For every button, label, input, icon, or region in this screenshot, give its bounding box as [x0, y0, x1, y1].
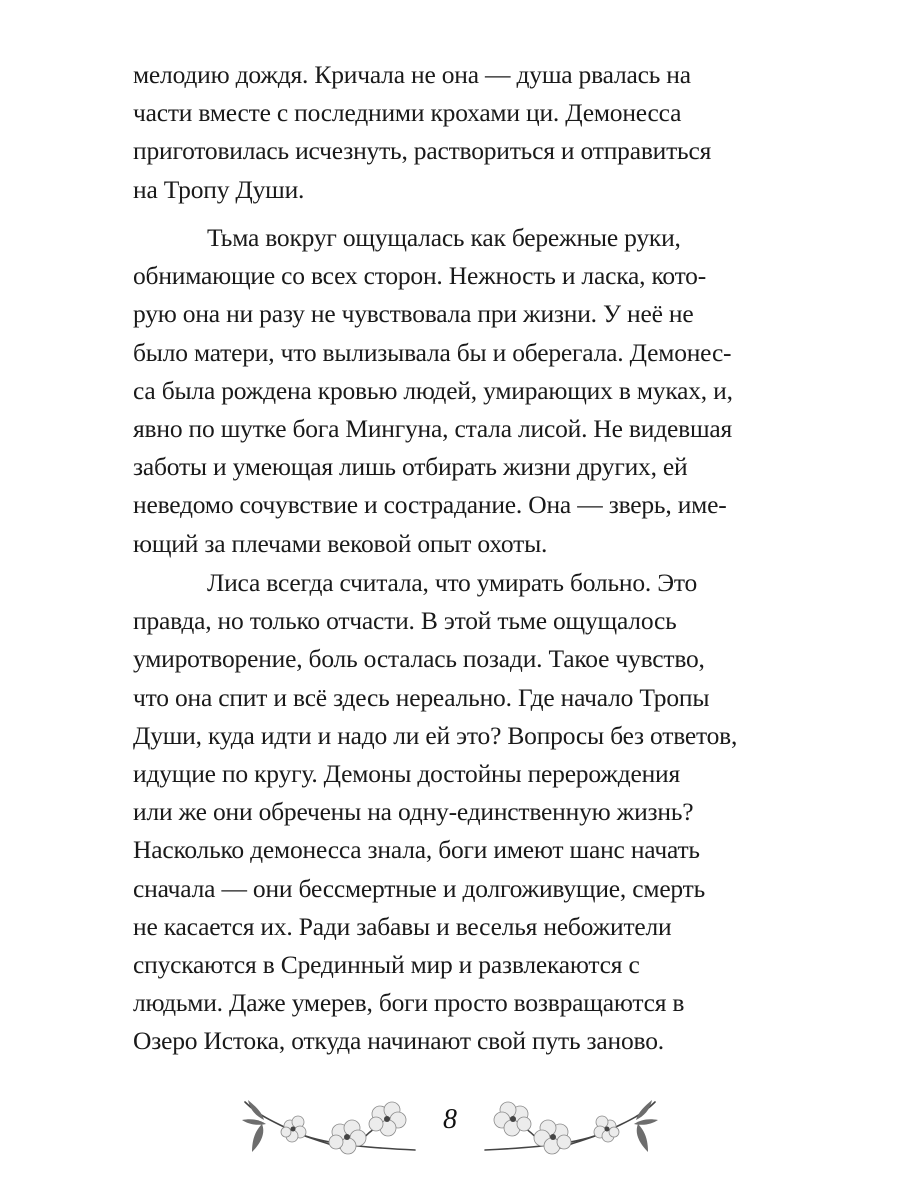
paragraph-2 — [133, 219, 783, 563]
text-line: правда, но только отчасти. В этой тьме ощущалось — [133, 606, 677, 636]
text-line: части вместе с последними крохами ци. Демонесса — [133, 98, 682, 128]
text-line: Насколько демонесса знала, боги имеют шанс начать — [133, 835, 700, 865]
cherry-blossom-ornament-icon — [480, 1092, 660, 1162]
text-line: или же они обречены на одну-единственную жизнь? — [133, 797, 694, 827]
text-line: мелодию дождя. Кричала не она — душа рвалась на — [133, 60, 691, 89]
text-line: Лиса всегда считала, что умирать больно. Это — [207, 568, 698, 597]
text-line: неведомо сочувствие и сострадание. Она — зверь, име- — [133, 490, 727, 520]
text-line: явно по шутке бога Мингуна, стала лисой. Не видевшая — [133, 413, 733, 443]
text-line: что она спит и всё здесь нереально. Где начало Тропы — [133, 682, 710, 712]
text-line: умиротворение, боль осталась позади. Такое чувство, — [133, 644, 705, 674]
text-line: ющий за плечами вековой опыт охоты. — [133, 528, 548, 558]
text-line: людьми. Даже умерев, боги просто возвращаются в — [133, 988, 685, 1018]
text-line: не касается их. Ради забавы и веселья небожители — [133, 911, 672, 941]
page-number: 8 — [443, 1104, 457, 1135]
text-line: Озеро Истока, откуда начинают свой путь заново. — [133, 1026, 664, 1056]
text-line: сначала — они бессмертные и долгоживущие, смерть — [133, 873, 706, 903]
text-line: заботы и умеющая лишь отбирать жизни других, ей — [133, 452, 688, 482]
text-line: приготовилась исчезнуть, раствориться и отправиться — [133, 136, 712, 166]
text-line: идущие по кругу. Демоны достойны перерождения — [133, 758, 681, 788]
text-line: обнимающие со всех сторон. Нежность и ласка, кото- — [133, 261, 707, 291]
text-line: рую она ни разу не чувствовала при жизни. У неё не — [133, 299, 694, 329]
text-line: спускаются в Срединный мир и развлекаются с — [133, 949, 640, 979]
page-footer — [240, 1092, 660, 1162]
paragraph-1 — [133, 56, 783, 209]
text-line: са была рождена кровью людей, умирающих в муках, и, — [133, 375, 733, 405]
text-line: было матери, что вылизывала бы и оберегала. Демонес- — [133, 337, 732, 367]
text-line: Тьма вокруг ощущалась как бережные руки, — [207, 223, 681, 252]
text-line: на Тропу Души. — [133, 174, 305, 204]
paragraph-3 — [133, 564, 783, 1060]
text-line: Души, куда идти и надо ли ей это? Вопросы без ответов, — [133, 720, 738, 750]
